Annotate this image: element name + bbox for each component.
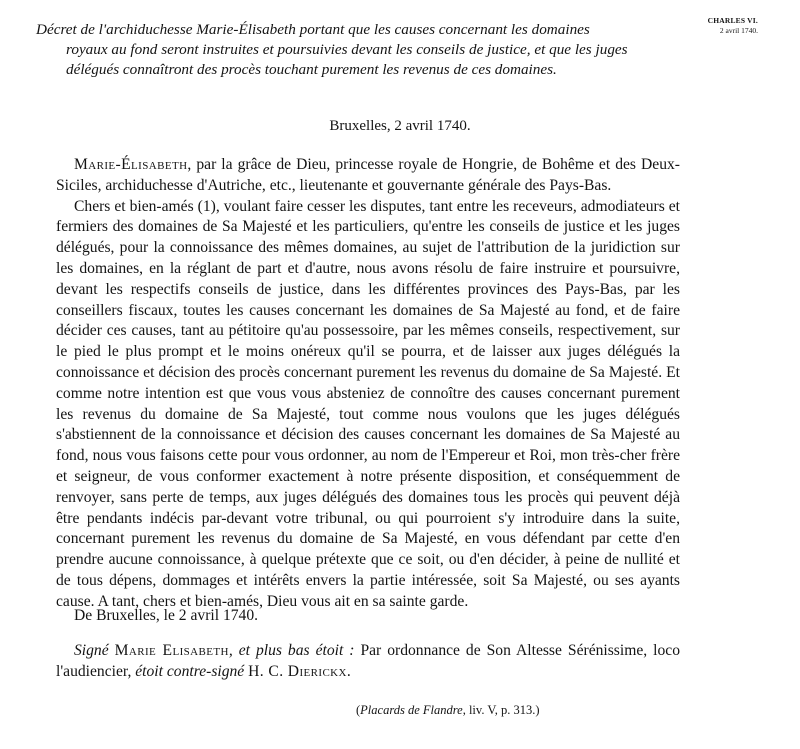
order-text: Par ordonnance de Son Altesse Sérénissime, loco l'audiencier, (56, 642, 680, 680)
margin-ruler: CHARLES VI. (707, 16, 758, 25)
closing-date: De Bruxelles, le 2 avril 1740. (74, 607, 259, 624)
citation-open: ( (356, 703, 361, 717)
issuer-name: Marie-Élisabeth (74, 156, 188, 173)
source-citation (356, 703, 540, 718)
plus-bas-label: , et plus bas étoit : (228, 642, 355, 659)
heading-line-1: Décret de l'archiduchesse Marie-Élisabeth portant que les causes concernant les domaines (36, 21, 590, 38)
paragraph-salutation (56, 155, 680, 197)
paragraph-main: Chers et bien-amés (1), voulant faire cesser les disputes, tant entre les receveurs, admodiateurs et fermiers des domaines de Sa Majesté et les particuliers, qu'entre les conseils de justice et les juges délégués, pour la connoissance des mêmes domaines, au sujet de l'attribution de la juridiction sur les domaines, en la réglant de part et d'autre, nous avons résolu de faire instruire et poursuivre, devant les respectifs conseils de justice, dans les différentes provinces des Pays-Bas, par les conseillers fiscaux, toutes les causes concernant les domaines de Sa Majesté au fond, et de faire décider ces causes, tant au pétitoire qu'au possessoire, par les mêmes conseils, respectivement, sur le pied le plus prompt et le moins onéreux qu'il se pourra, et de laisser aux juges délégués la connoissance et décision des procès concernant purement les revenus du domaine de Sa Majesté. Et comme notre intention est que vous vous absteniez de connoître des causes concernant purement les revenus du domaine de Sa Majesté, tout comme nous voulons que les juges délégués s'abstiennent de la connoissance et décision des causes concernant les domaines de Sa Majesté au fond, nous vous faisons cette pour vous ordonner, au nom de l'Empereur et Roi, mon très-cher frère et seigneur, de vous conformer exactement à notre présente disposition, et conséquemment de renvoyer, sans perte de temps, aux juges délégués des domaines tous les procès qui peuvent déjà être pendants indécis par-devant votre tribunal, ou qui pourroient s'y introduire dans la suite, concernant purement les revenus du domaine de Sa Majesté, en vous défendant par cette d'en prendre aucune connoissance, à quelque prétexte que ce soit, ou d'en décider, à peine de nullité et de tous dépens, dommages et intérêts envers la partie intéressée, soit Sa Majesté, ou ses ayants cause. A tant, chers et bien-amés, Dieu vous ait en sa sainte garde. (56, 197, 680, 610)
margin-note (686, 16, 758, 36)
dateline: Bruxelles, 2 avril 1740. (329, 118, 471, 134)
citation-ref: , liv. V, p. 313.) (462, 703, 540, 717)
decree-body (56, 155, 680, 613)
signer-name: Marie Elisabeth (114, 642, 229, 659)
citation-title: Placards de Flandre (360, 703, 463, 717)
decree-heading (36, 20, 676, 80)
signe-label: Signé (74, 642, 109, 659)
issuer-titles: , par la grâce de Dieu, princesse royale de Hongrie, de Bohême et des Deux-Siciles, archiduchesse d'Autriche, etc., lieutenante et gouvernante générale des Pays-Bas. (56, 156, 680, 194)
heading-line-3: délégués connaîtront des procès touchant purement les revenus de ces domaines. (66, 61, 557, 78)
margin-date: 2 avril 1740. (719, 26, 758, 35)
countersigner-name: H. C. Dierickx (248, 663, 347, 680)
heading-line-2: royaux au fond seront instruites et poursuivies devant les conseils de justice, et que les juges (66, 41, 628, 58)
contre-signe-label: étoit contre-signé (135, 663, 245, 680)
signature-block (56, 640, 680, 682)
signature-end: . (346, 663, 351, 680)
